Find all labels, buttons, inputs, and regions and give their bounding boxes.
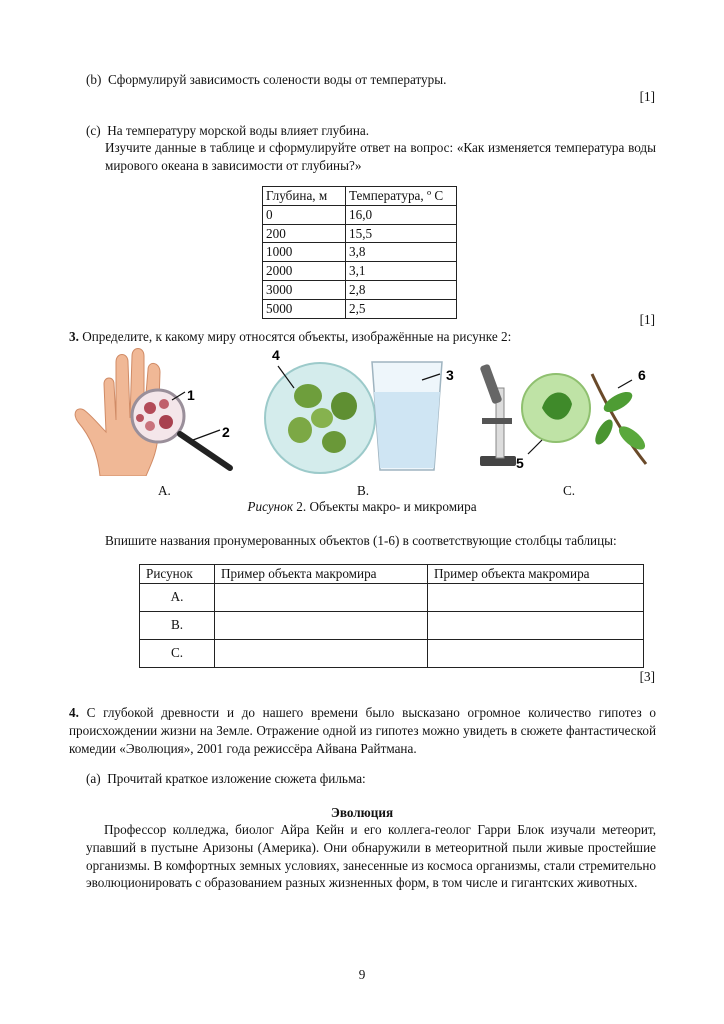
figure-label-3: 3 bbox=[446, 367, 454, 383]
answer-cell[interactable] bbox=[428, 583, 644, 611]
q4-part-a-label: (a) bbox=[86, 771, 101, 786]
table-row bbox=[263, 262, 457, 281]
table-cell: 2,8 bbox=[346, 281, 457, 300]
story-title: Эволюция bbox=[330, 805, 394, 820]
figure-label-2: 2 bbox=[222, 424, 230, 440]
q4-number: 4. bbox=[69, 705, 79, 720]
table-row bbox=[140, 583, 644, 611]
part-c-mark: [1] bbox=[639, 312, 655, 327]
q4-text: С глубокой древности и до нашего времени было высказано огромное количество гипотез о происхождении жизни на Земле. Отражение одной из гипотез можно увидеть в сюжете фантастической комедии «Эволюция», 2001 года режиссёра Айвана Райтмана. bbox=[69, 705, 657, 756]
figure-label-1: 1 bbox=[187, 387, 195, 403]
figure-caption bbox=[0, 498, 724, 516]
story-text: Профессор колледжа, биолог Айра Кейн и его коллега-геолог Гарри Блок изучали метеорит, упавший в пустыне Аризоны (Америка). Они обнаружили в метеоритной пыли живые простейшие организмы. В комфортных земных условиях, занесенные из космоса организмы, стали стремительно эволюционировать с образованием разных жизненных форм, в том числе и гигантских животных. bbox=[86, 822, 656, 891]
q3-number: 3. bbox=[69, 329, 79, 344]
figure-caption-italic: Рисунок bbox=[247, 499, 293, 514]
table-header-row bbox=[140, 565, 644, 584]
table-cell: C. bbox=[140, 639, 215, 667]
table-row bbox=[263, 224, 457, 243]
part-b-question bbox=[86, 71, 446, 89]
table-cell: 1000 bbox=[263, 243, 346, 262]
figure-label-4: 4 bbox=[272, 347, 280, 363]
panel-label-a: A. bbox=[158, 483, 171, 498]
table-row bbox=[263, 243, 457, 262]
table-cell: 200 bbox=[263, 224, 346, 243]
figure-label-6: 6 bbox=[638, 367, 646, 383]
table-cell: 2000 bbox=[263, 262, 346, 281]
part-c-question bbox=[86, 122, 369, 140]
q3-mark: [3] bbox=[639, 669, 655, 684]
q4-question bbox=[69, 704, 656, 757]
table-header: Пример объекта макромира bbox=[428, 565, 644, 584]
answer-cell[interactable] bbox=[215, 583, 428, 611]
answer-cell[interactable] bbox=[215, 639, 428, 667]
table-cell: 0 bbox=[263, 205, 346, 224]
page-number: 9 bbox=[358, 967, 366, 982]
table-cell: 16,0 bbox=[346, 205, 457, 224]
part-b-mark: [1] bbox=[639, 89, 655, 104]
table-header: Температура, º С bbox=[346, 187, 457, 206]
table-header-row bbox=[263, 187, 457, 206]
table-row bbox=[263, 205, 457, 224]
table-cell: 5000 bbox=[263, 299, 346, 318]
answer-cell[interactable] bbox=[428, 611, 644, 639]
figure-caption-text: 2. Объекты макро- и микромира bbox=[293, 499, 477, 514]
table-cell: 3,8 bbox=[346, 243, 457, 262]
table-cell: А. bbox=[140, 583, 215, 611]
answer-cell[interactable] bbox=[428, 639, 644, 667]
q3-instruction: Впишите названия пронумерованных объектов (1-6) в соответствующие столбцы таблицы: bbox=[105, 533, 617, 548]
panel-label-c: C. bbox=[563, 483, 576, 498]
figure-label-5: 5 bbox=[516, 455, 524, 471]
table-row bbox=[263, 299, 457, 318]
part-b-text: Сформулируй зависимость солености воды от температуры. bbox=[107, 72, 447, 87]
macro-micro-table bbox=[139, 564, 644, 668]
table-header: Пример объекта макромира bbox=[215, 565, 428, 584]
q4-part-a bbox=[86, 770, 366, 788]
table-cell: 15,5 bbox=[346, 224, 457, 243]
depth-temperature-table bbox=[262, 186, 457, 319]
figure-a-hand-image bbox=[70, 344, 240, 476]
table-row bbox=[140, 611, 644, 639]
table-header: Рисунок bbox=[140, 565, 215, 584]
answer-cell[interactable] bbox=[215, 611, 428, 639]
table-header: Глубина, м bbox=[263, 187, 346, 206]
figure-c-microscope-image bbox=[472, 344, 656, 476]
q3-text: Определите, к какому миру относятся объекты, изображённые на рисунке 2: bbox=[82, 329, 512, 344]
part-c-paragraph: Изучите данные в таблице и сформулируйте ответ на вопрос: «Как изменяется температура воды мирового океана в зависимости от глубины?» bbox=[105, 140, 656, 173]
part-b-label: (b) bbox=[86, 72, 102, 87]
table-row bbox=[263, 281, 457, 300]
q4-part-a-text: Прочитай краткое изложение сюжета фильма: bbox=[107, 771, 366, 786]
table-cell: B. bbox=[140, 611, 215, 639]
table-cell: 3,1 bbox=[346, 262, 457, 281]
part-c-line1: На температуру морской воды влияет глубина. bbox=[107, 123, 370, 138]
figure-b-glass-image bbox=[264, 344, 464, 476]
part-c-label: (c) bbox=[86, 123, 101, 138]
panel-label-b: B. bbox=[357, 483, 370, 498]
table-cell: 2,5 bbox=[346, 299, 457, 318]
table-cell: 3000 bbox=[263, 281, 346, 300]
table-row bbox=[140, 639, 644, 667]
